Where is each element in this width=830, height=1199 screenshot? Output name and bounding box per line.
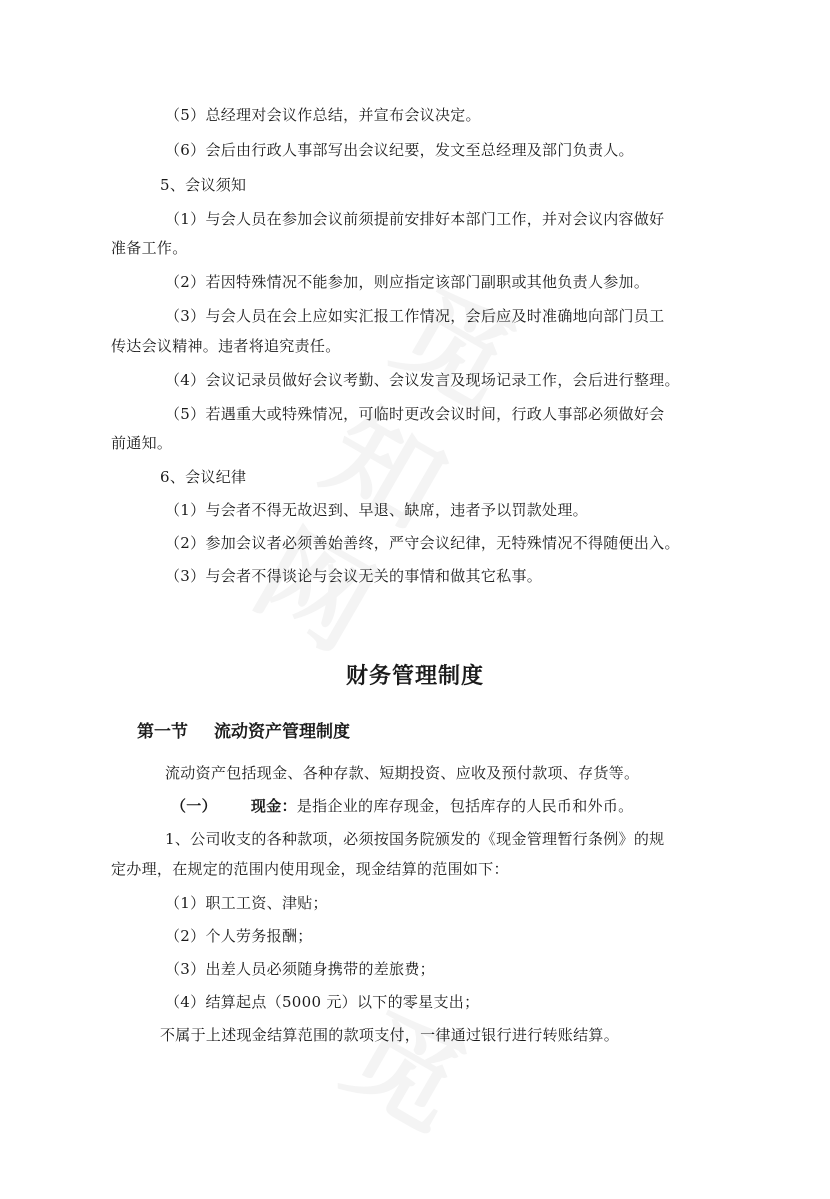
cash-scope-item-4: （4）结算起点（5000 元）以下的零星支出； xyxy=(165,993,480,1011)
discipline-heading: 6、会议纪律 xyxy=(160,468,247,486)
notice-item-5-line-1: （5）若遇重大或特殊情况，可临时更改会议时间，行政人事部必须做好会 xyxy=(165,405,665,423)
discipline-item-3: （3）与会者不得谈论与会议无关的事情和做其它私事。 xyxy=(165,567,543,585)
meeting-summary-text: （5）总经理对会议作总结，并宣布会议决定。 xyxy=(165,106,481,124)
current-assets-intro: 流动资产包括现金、各种存款、短期投资、应收及预付款项、存货等。 xyxy=(165,764,640,782)
section-heading xyxy=(137,721,350,743)
cash-label: 现金： xyxy=(250,797,297,815)
cash-rule-1-line-1: 1、公司收支的各种款项，必须按国务院颁发的《现金管理暂行条例》的规 xyxy=(165,830,665,848)
cash-number: （一） xyxy=(171,797,217,815)
notice-item-1-line-1: （1）与会人员在参加会议前须提前安排好本部门工作，并对会议内容做好 xyxy=(165,210,665,228)
cash-scope-item-2: （2）个人劳务报酬； xyxy=(165,927,313,945)
cash-definition-text: 是指企业的库存现金，包括库存的人民币和外币。 xyxy=(296,797,634,815)
cash-rule-1-line-2: 定办理，在规定的范围内使用现金，现金结算的范围如下： xyxy=(111,860,509,878)
notice-item-2: （2）若因特殊情况不能参加，则应指定该部门副职或其他负责人参加。 xyxy=(165,273,650,291)
finance-title: 财务管理制度 xyxy=(345,664,484,689)
notice-item-3-line-2: 传达会议精神。违者将追究责任。 xyxy=(111,337,341,355)
notice-item-5-line-2: 前通知。 xyxy=(111,434,173,452)
section-number: 第一节 xyxy=(137,722,188,742)
cash-definition xyxy=(171,796,633,816)
cash-scope-item-3: （3）出差人员必须随身携带的差旅费； xyxy=(165,960,435,978)
cash-scope-item-1: （1）职工工资、津贴； xyxy=(165,894,328,912)
notice-heading: 5、会议须知 xyxy=(160,176,247,194)
notice-item-1-line-2: 准备工作。 xyxy=(111,239,188,257)
notice-item-3-line-1: （3）与会人员在会上应如实汇报工作情况，会后应及时准确地向部门员工 xyxy=(165,307,665,325)
notice-item-4: （4）会议记录员做好会议考勤、会议发言及现场记录工作，会后进行整理。 xyxy=(165,371,680,389)
bank-transfer-rule: 不属于上述现金结算范围的款项支付，一律通过银行进行转账结算。 xyxy=(160,1026,620,1044)
meeting-minutes-text: （6）会后由行政人事部写出会议纪要，发文至总经理及部门负责人。 xyxy=(165,141,634,159)
section-title: 流动资产管理制度 xyxy=(214,722,350,742)
discipline-item-2: （2）参加会议者必须善始善终，严守会议纪律，无特殊情况不得随便出入。 xyxy=(165,534,680,552)
discipline-item-1: （1）与会者不得无故迟到、早退、缺席，违者予以罚款处理。 xyxy=(165,501,588,519)
